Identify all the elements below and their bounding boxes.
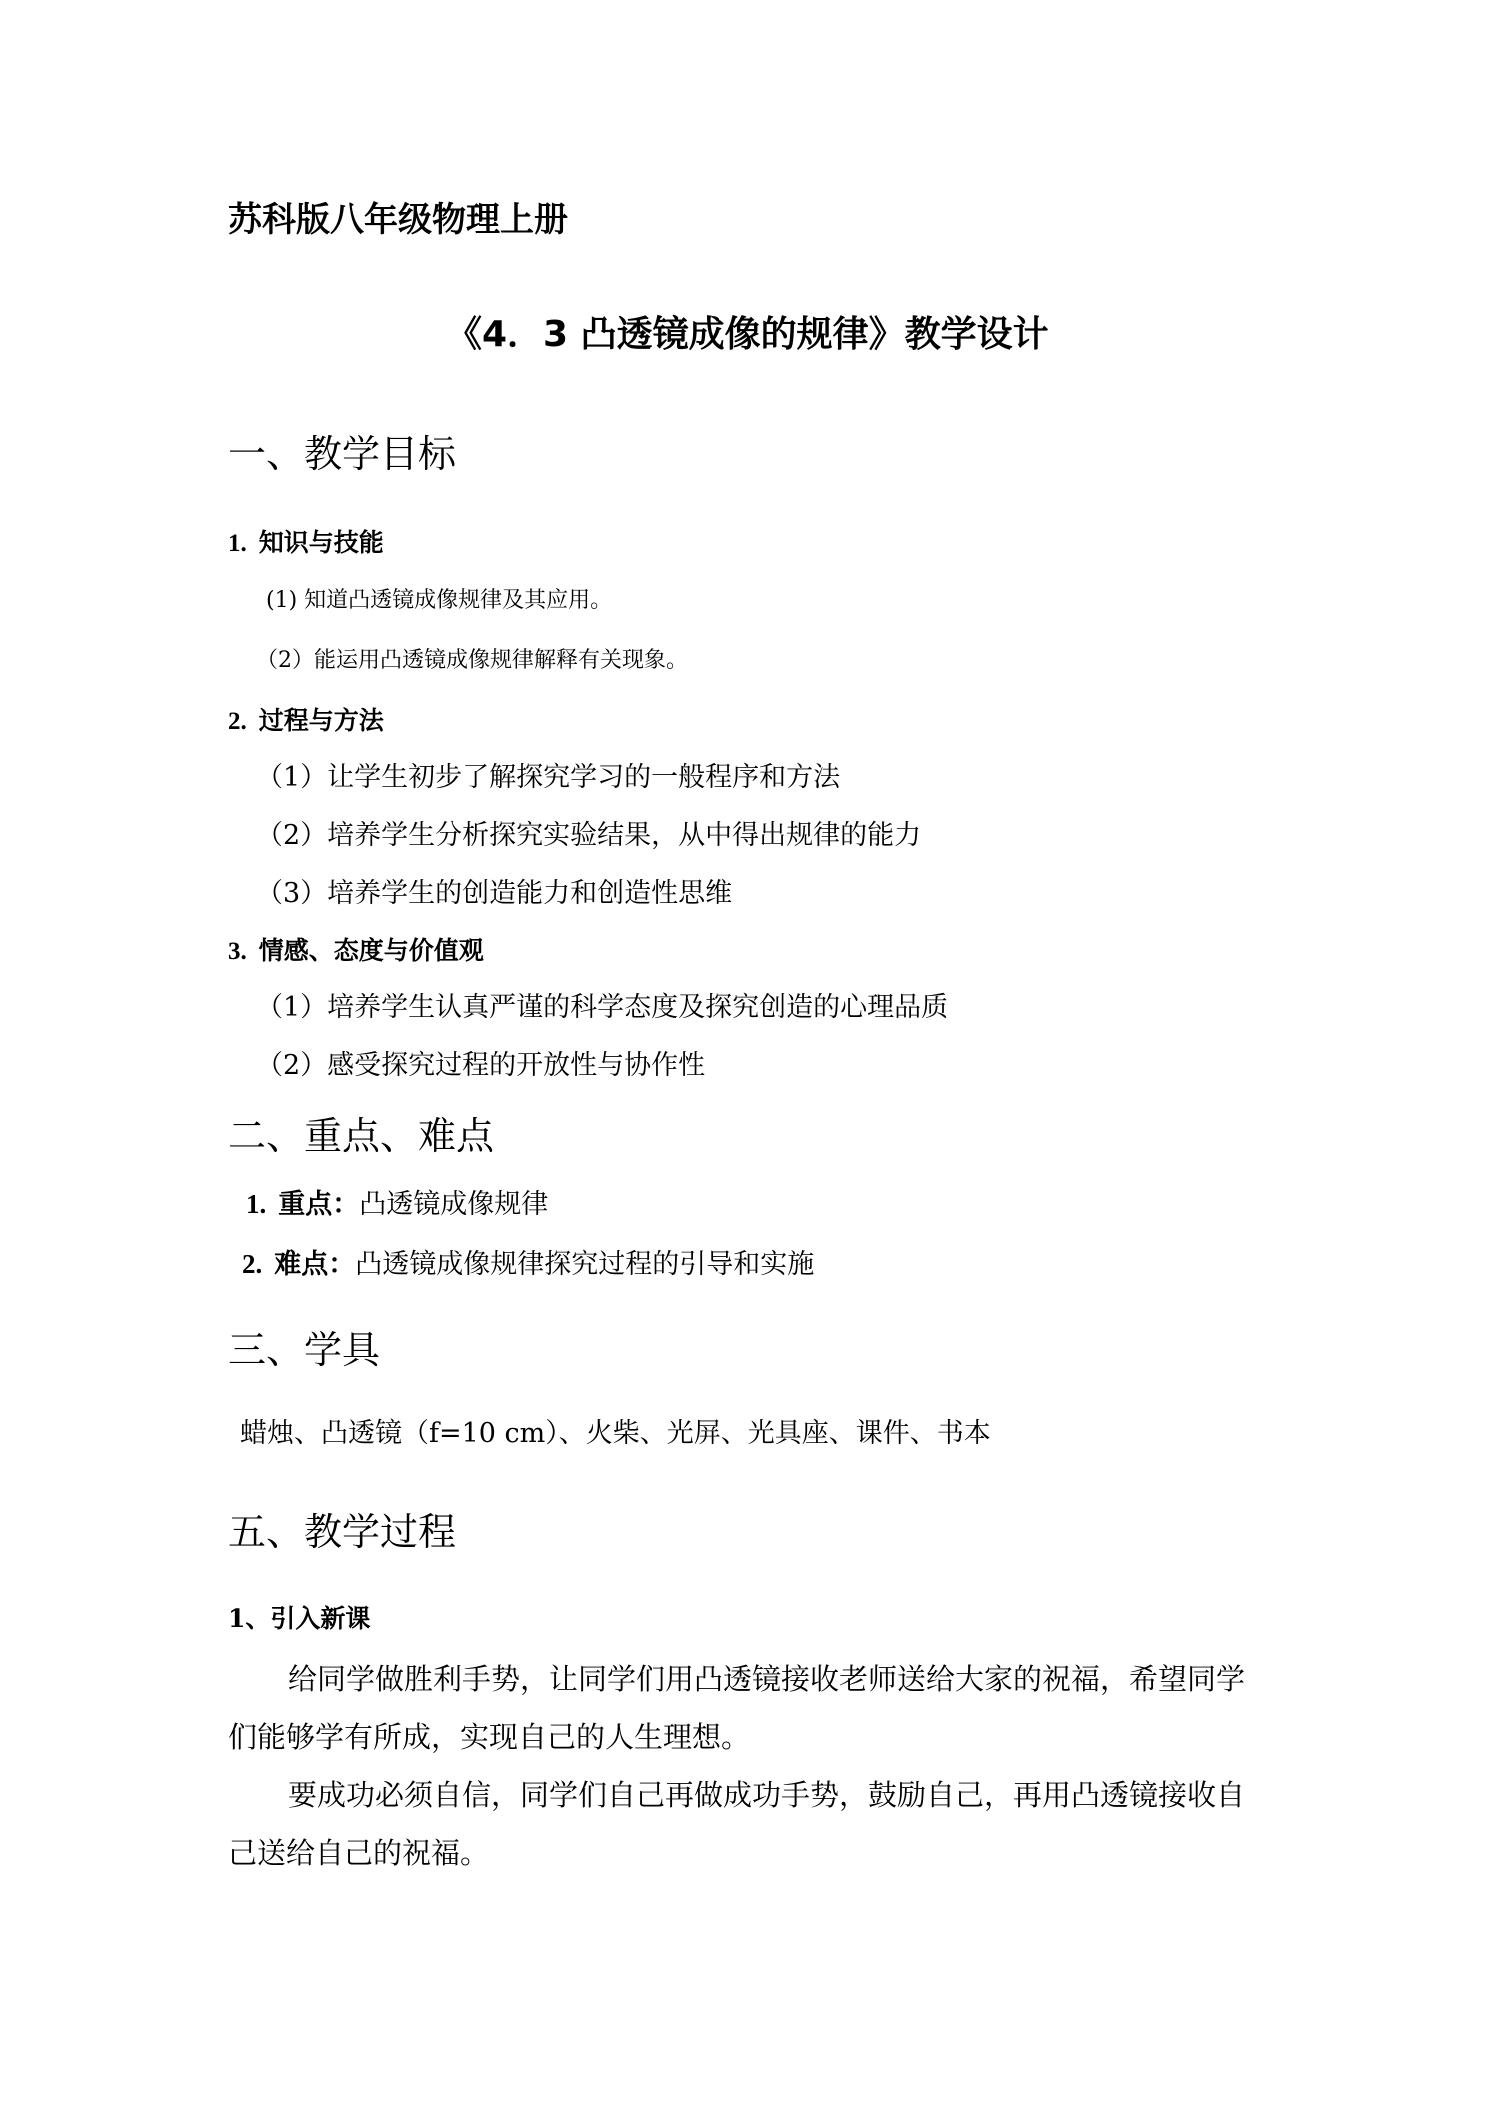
item-label: 重点： [278,1189,360,1220]
list-item: (1) 知道凸透镜成像规律及其应用。 [266,588,613,613]
item-text: 凸透镜成像规律探究过程的引导和实施 [355,1249,815,1280]
subheading-process [228,704,384,739]
item-label: 难点： [274,1249,356,1280]
item-text: 凸透镜成像规律 [359,1189,549,1220]
section-heading-teaching-process: 五、教学过程 [228,1510,457,1554]
list-item: （2）能运用凸透镜成像规律解释有关现象。 [256,648,688,673]
difficulty-item [242,1246,814,1283]
item-number: 1. [246,1189,267,1219]
subheading-emotion [228,934,484,969]
tools-list: 蜡烛、凸透镜（f=10 cm）、火柴、光屏、光具座、课件、书本 [240,1418,991,1449]
list-item: （3）培养学生的创造能力和创造性思维 [256,878,733,909]
subheading-number: 3. [228,938,247,965]
list-item: （1）让学生初步了解探究学习的一般程序和方法 [256,762,841,793]
series-title: 苏科版八年级物理上册 [228,200,568,240]
document-title: 《4．3 凸透镜成像的规律》教学设计 [446,314,1049,355]
section-heading-objectives: 一、教学目标 [228,432,457,476]
subheading-number: 2. [228,708,247,735]
subheading-title: 过程与方法 [258,706,384,735]
subheading-knowledge [228,526,384,561]
subheading-title: 知识与技能 [258,528,384,557]
subheading-introduction: 1、引入新课 [228,1604,371,1633]
key-point-item [246,1186,548,1223]
paragraph: 要成功必须自信，同学们自己再做成功手势，鼓励自己，再用凸透镜接收自己送给自己的祝福。 [228,1778,1246,1870]
item-number: 2. [242,1249,263,1279]
list-item: （2）感受探究过程的开放性与协作性 [256,1050,706,1081]
paragraph: 给同学做胜利手势，让同学们用凸透镜接收老师送给大家的祝福，希望同学们能够学有所成，实现自己的人生理想。 [228,1662,1246,1754]
subheading-number: 1. [228,530,247,557]
section-heading-tools: 三、学具 [228,1328,381,1372]
list-item: （1）培养学生认真严谨的科学态度及探究创造的心理品质 [256,992,949,1023]
subheading-title: 情感、态度与价值观 [258,936,484,965]
list-item: （2）培养学生分析探究实验结果，从中得出规律的能力 [256,820,922,851]
section-heading-key-points: 二、重点、难点 [228,1114,495,1158]
